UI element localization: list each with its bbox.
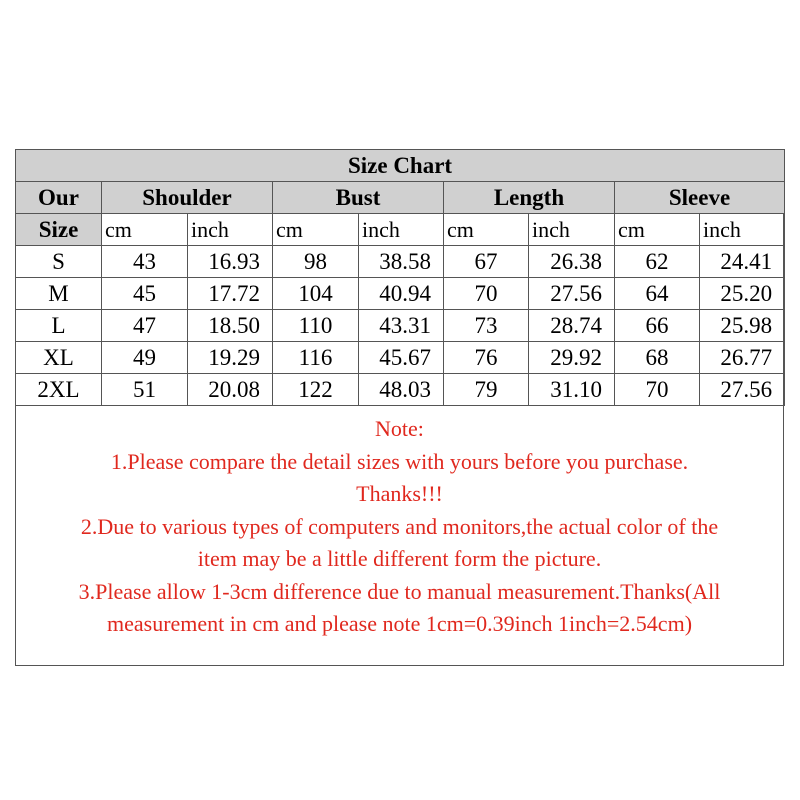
bust-cm: 122 (273, 374, 359, 406)
unit-header-row (16, 214, 785, 246)
table-row (16, 246, 785, 278)
size-label: S (16, 246, 102, 278)
note-line-5: 3.Please allow 1-3cm difference due to manual measurement.Thanks(All (78, 578, 721, 604)
length-inch: 31.10 (529, 374, 615, 406)
note-line-3: 2.Due to various types of computers and monitors,the actual color of the (80, 513, 719, 539)
bust-inch: 43.31 (359, 310, 444, 342)
shoulder-cm: 47 (102, 310, 188, 342)
length-cm: 67 (444, 246, 529, 278)
table-row (16, 342, 785, 374)
table-row (16, 374, 785, 406)
bust-cm: 116 (273, 342, 359, 374)
unit-label-cm: cm (102, 214, 188, 246)
shoulder-header: Shoulder (102, 182, 273, 214)
bust-inch: 38.58 (359, 246, 444, 278)
shoulder-inch: 20.08 (188, 374, 273, 406)
shoulder-inch: 16.93 (188, 246, 273, 278)
bust-inch: 48.03 (359, 374, 444, 406)
bust-inch: 45.67 (359, 342, 444, 374)
chart-title: Size Chart (16, 150, 785, 182)
bust-cm: 104 (273, 278, 359, 310)
sleeve-inch: 26.77 (700, 342, 785, 374)
note-heading: Note: (375, 416, 424, 441)
length-cm: 73 (444, 310, 529, 342)
shoulder-cm: 43 (102, 246, 188, 278)
size-label: XL (16, 342, 102, 374)
shoulder-inch: 18.50 (188, 310, 273, 342)
length-cm: 70 (444, 278, 529, 310)
sleeve-cm: 68 (615, 342, 700, 374)
our-size-header-line1: Our (16, 182, 102, 214)
sleeve-cm: 70 (615, 374, 700, 406)
unit-label-cm: cm (273, 214, 359, 246)
sleeve-inch: 25.98 (700, 310, 785, 342)
shoulder-cm: 51 (102, 374, 188, 406)
sleeve-cm: 62 (615, 246, 700, 278)
length-header: Length (444, 182, 615, 214)
length-inch: 26.38 (529, 246, 615, 278)
shoulder-inch: 17.72 (188, 278, 273, 310)
sleeve-cm: 64 (615, 278, 700, 310)
note-line-6: measurement in cm and please note 1cm=0.39inch 1inch=2.54cm) (106, 611, 693, 636)
bust-cm: 110 (273, 310, 359, 342)
sleeve-inch: 25.20 (700, 278, 785, 310)
bust-cm: 98 (273, 246, 359, 278)
title-row (16, 150, 785, 182)
table-row (16, 310, 785, 342)
unit-label-cm: cm (615, 214, 700, 246)
unit-label-inch: inch (359, 214, 444, 246)
note-line-2: Thanks!!! (356, 481, 443, 506)
notes-section (16, 413, 783, 641)
shoulder-cm: 49 (102, 342, 188, 374)
unit-label-inch: inch (188, 214, 273, 246)
length-inch: 28.74 (529, 310, 615, 342)
length-cm: 76 (444, 342, 529, 374)
bust-inch: 40.94 (359, 278, 444, 310)
length-inch: 27.56 (529, 278, 615, 310)
shoulder-inch: 19.29 (188, 342, 273, 374)
shoulder-cm: 45 (102, 278, 188, 310)
unit-label-inch: inch (700, 214, 785, 246)
table-row (16, 278, 785, 310)
unit-label-inch: inch (529, 214, 615, 246)
size-label: M (16, 278, 102, 310)
group-header-row (16, 182, 785, 214)
size-label: L (16, 310, 102, 342)
size-label: 2XL (16, 374, 102, 406)
length-inch: 29.92 (529, 342, 615, 374)
note-line-4: item may be a little different form the picture. (197, 546, 602, 571)
size-chart-table (15, 149, 785, 406)
note-line-1: 1.Please compare the detail sizes with yours before you purchase. (110, 448, 689, 474)
length-cm: 79 (444, 374, 529, 406)
bust-header: Bust (273, 182, 444, 214)
our-size-header-line2: Size (16, 214, 102, 246)
sleeve-inch: 24.41 (700, 246, 785, 278)
sleeve-header: Sleeve (615, 182, 785, 214)
sleeve-cm: 66 (615, 310, 700, 342)
unit-label-cm: cm (444, 214, 529, 246)
sleeve-inch: 27.56 (700, 374, 785, 406)
